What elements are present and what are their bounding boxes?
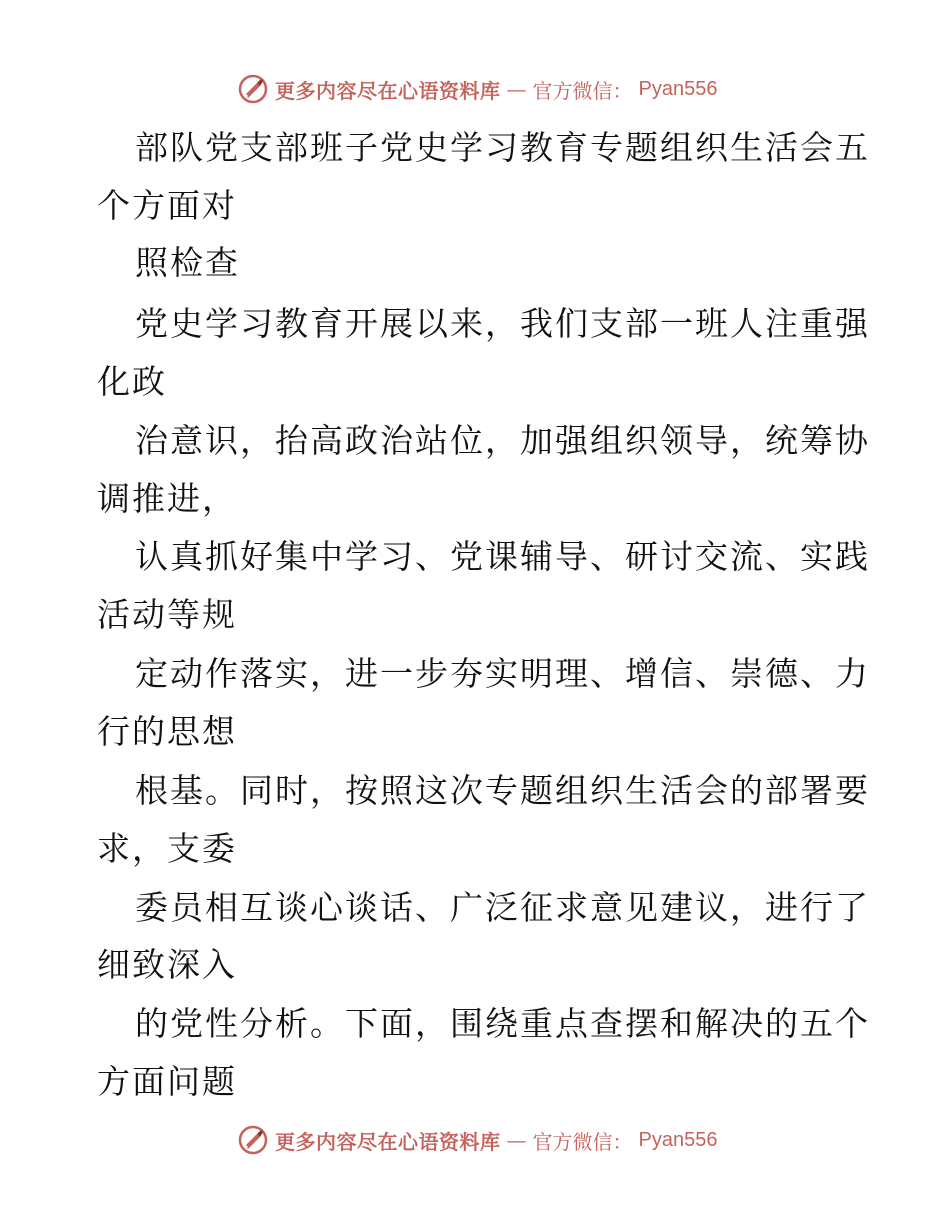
doc-line-6: 治意识，抬高政治站位，加强组织领导，统筹协 bbox=[135, 421, 870, 460]
doc-line-16: 的党性分析。下面，围绕重点查摆和解决的五个 bbox=[135, 1004, 870, 1043]
watermark-wechat-label: 官方微信： bbox=[532, 78, 633, 103]
doc-line-2: 个方面对 bbox=[97, 186, 237, 225]
doc-line-17: 方面问题 bbox=[97, 1062, 237, 1101]
doc-line-11: 行的思想 bbox=[97, 712, 237, 751]
watermark-separator: — bbox=[506, 77, 527, 101]
watermark-wechat-id: Pyan556 bbox=[638, 1128, 718, 1151]
watermark-brand-text: 更多内容尽在心语资料库 bbox=[275, 78, 501, 103]
watermark-separator: — bbox=[506, 1128, 527, 1152]
doc-line-8: 认真抓好集中学习、党课辅导、研讨交流、实践 bbox=[135, 537, 870, 576]
doc-line-9: 活动等规 bbox=[97, 595, 237, 634]
doc-line-14: 委员相互谈心谈话、广泛征求意见建议，进行了 bbox=[135, 888, 870, 927]
doc-line-5: 化政 bbox=[97, 362, 167, 401]
doc-line-4: 党史学习教育开展以来，我们支部一班人注重强 bbox=[135, 304, 870, 343]
watermark-brand-text: 更多内容尽在心语资料库 bbox=[275, 1129, 501, 1154]
watermark-wechat-label: 官方微信： bbox=[532, 1129, 633, 1154]
watermark-wechat-id: Pyan556 bbox=[638, 77, 718, 100]
doc-line-1: 部队党支部班子党史学习教育专题组织生活会五 bbox=[135, 128, 870, 167]
footer-watermark bbox=[237, 1123, 717, 1157]
doc-line-13: 求，支委 bbox=[97, 829, 237, 868]
doc-line-12: 根基。同时，按照这次专题组织生活会的部署要 bbox=[135, 771, 870, 810]
doc-line-7: 调推进， bbox=[97, 479, 237, 518]
doc-line-15: 细致深入 bbox=[97, 945, 237, 984]
doc-line-10: 定动作落实，进一步夯实明理、增信、崇德、力 bbox=[135, 654, 870, 693]
doc-line-3: 照检查 bbox=[135, 243, 240, 282]
pen-logo-icon bbox=[237, 1124, 269, 1156]
